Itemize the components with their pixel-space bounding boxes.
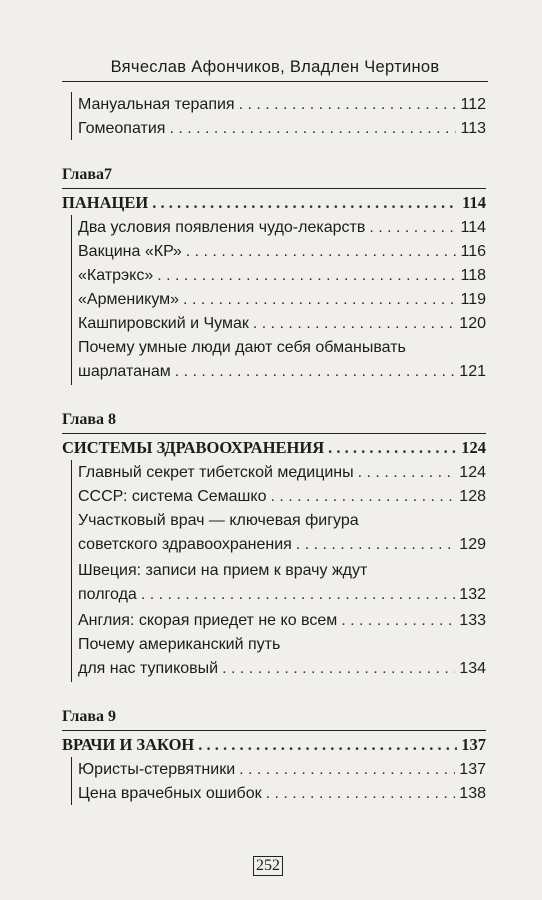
entry-page: 113: [460, 120, 486, 137]
entry-title: «Арменикум»: [78, 291, 180, 308]
entry-title: «Катрэкс»: [78, 267, 154, 284]
toc-entry[interactable]: [72, 239, 486, 263]
chapter-page: 124: [461, 438, 486, 457]
prior-entries: [71, 92, 486, 140]
chapter-title[interactable]: [62, 730, 486, 757]
chapter-entries: [71, 215, 486, 385]
entry-page: 137: [459, 761, 486, 778]
entry-title-continued: для нас тупиковый: [78, 660, 219, 677]
toc-entry[interactable]: [72, 335, 486, 385]
chapter-page: 114: [462, 193, 486, 212]
chapter-title-text: ВРАЧИ И ЗАКОН: [62, 735, 195, 754]
entry-title: Гомеопатия: [78, 120, 166, 137]
toc-entry[interactable]: [72, 215, 486, 239]
entry-page: 120: [459, 315, 486, 332]
running-header: Вячеслав Афончиков, Владлен Чертинов: [62, 58, 488, 82]
toc-entry[interactable]: [72, 311, 486, 335]
entry-page: 133: [459, 612, 486, 629]
entry-title: Мануальная терапия: [78, 96, 235, 113]
entry-title-continued: советского здравоохранения: [78, 536, 292, 553]
entry-title: Швеция: записи на прием к врачу ждут: [78, 562, 368, 579]
toc-entry[interactable]: [72, 608, 486, 632]
toc-entry[interactable]: [72, 558, 486, 608]
toc-entry[interactable]: [72, 287, 486, 311]
entry-title-continued: полгода: [78, 586, 137, 603]
entry-page: 119: [460, 291, 486, 308]
entry-title: Юристы-стервятники: [78, 761, 236, 778]
chapter-title[interactable]: [62, 188, 486, 215]
entry-page: 134: [459, 660, 486, 677]
entry-title: Цена врачебных ошибок: [78, 785, 262, 802]
toc-entry[interactable]: [72, 92, 486, 116]
chapter-title[interactable]: [62, 433, 486, 460]
toc-entry[interactable]: [72, 508, 486, 558]
entry-page: 129: [459, 536, 486, 553]
toc-entry[interactable]: [72, 757, 486, 781]
chapter-label: Глава7: [62, 166, 112, 183]
chapter-entries: [71, 757, 486, 805]
entry-title: Кашпировский и Чумак: [78, 315, 249, 332]
entry-title: Почему умные люди дают себя обманывать: [78, 339, 406, 356]
entry-page: 116: [460, 243, 486, 260]
toc-entry[interactable]: [72, 632, 486, 682]
toc-entry[interactable]: [72, 460, 486, 484]
entry-page: 138: [459, 785, 486, 802]
chapter-entries: [71, 460, 486, 682]
entry-title: Участковый врач — ключевая фигура: [78, 512, 359, 529]
entry-title: Вакцина «КР»: [78, 243, 182, 260]
entry-page: 118: [460, 267, 486, 284]
toc-entry[interactable]: [72, 484, 486, 508]
entry-title: Главный секрет тибетской медицины: [78, 464, 354, 481]
entry-page: 121: [459, 363, 486, 380]
chapter-label: Глава 9: [62, 708, 116, 725]
chapter-title-text: ПАНАЦЕИ: [62, 193, 149, 212]
toc-entry[interactable]: [72, 263, 486, 287]
entry-page: 132: [459, 586, 486, 603]
entry-title-continued: шарлатанам: [78, 363, 171, 380]
entry-title: Два условия появления чудо-лекарств: [78, 219, 366, 236]
chapter-label: Глава 8: [62, 411, 116, 428]
entry-page: 124: [459, 464, 486, 481]
chapter-page: 137: [461, 735, 486, 754]
chapter-title-text: СИСТЕМЫ ЗДРАВООХРАНЕНИЯ: [62, 438, 325, 457]
toc-entry[interactable]: [72, 116, 486, 140]
entry-page: 128: [459, 488, 486, 505]
entry-page: 112: [460, 96, 486, 113]
toc-entry[interactable]: [72, 781, 486, 805]
page-number: 252: [253, 856, 283, 876]
entry-title: Почему американский путь: [78, 636, 281, 653]
entry-title: СССР: система Семашко: [78, 488, 267, 505]
entry-title: Англия: скорая приедет не ко всем: [78, 612, 338, 629]
table-of-contents: [62, 92, 486, 805]
entry-page: 114: [460, 219, 486, 236]
